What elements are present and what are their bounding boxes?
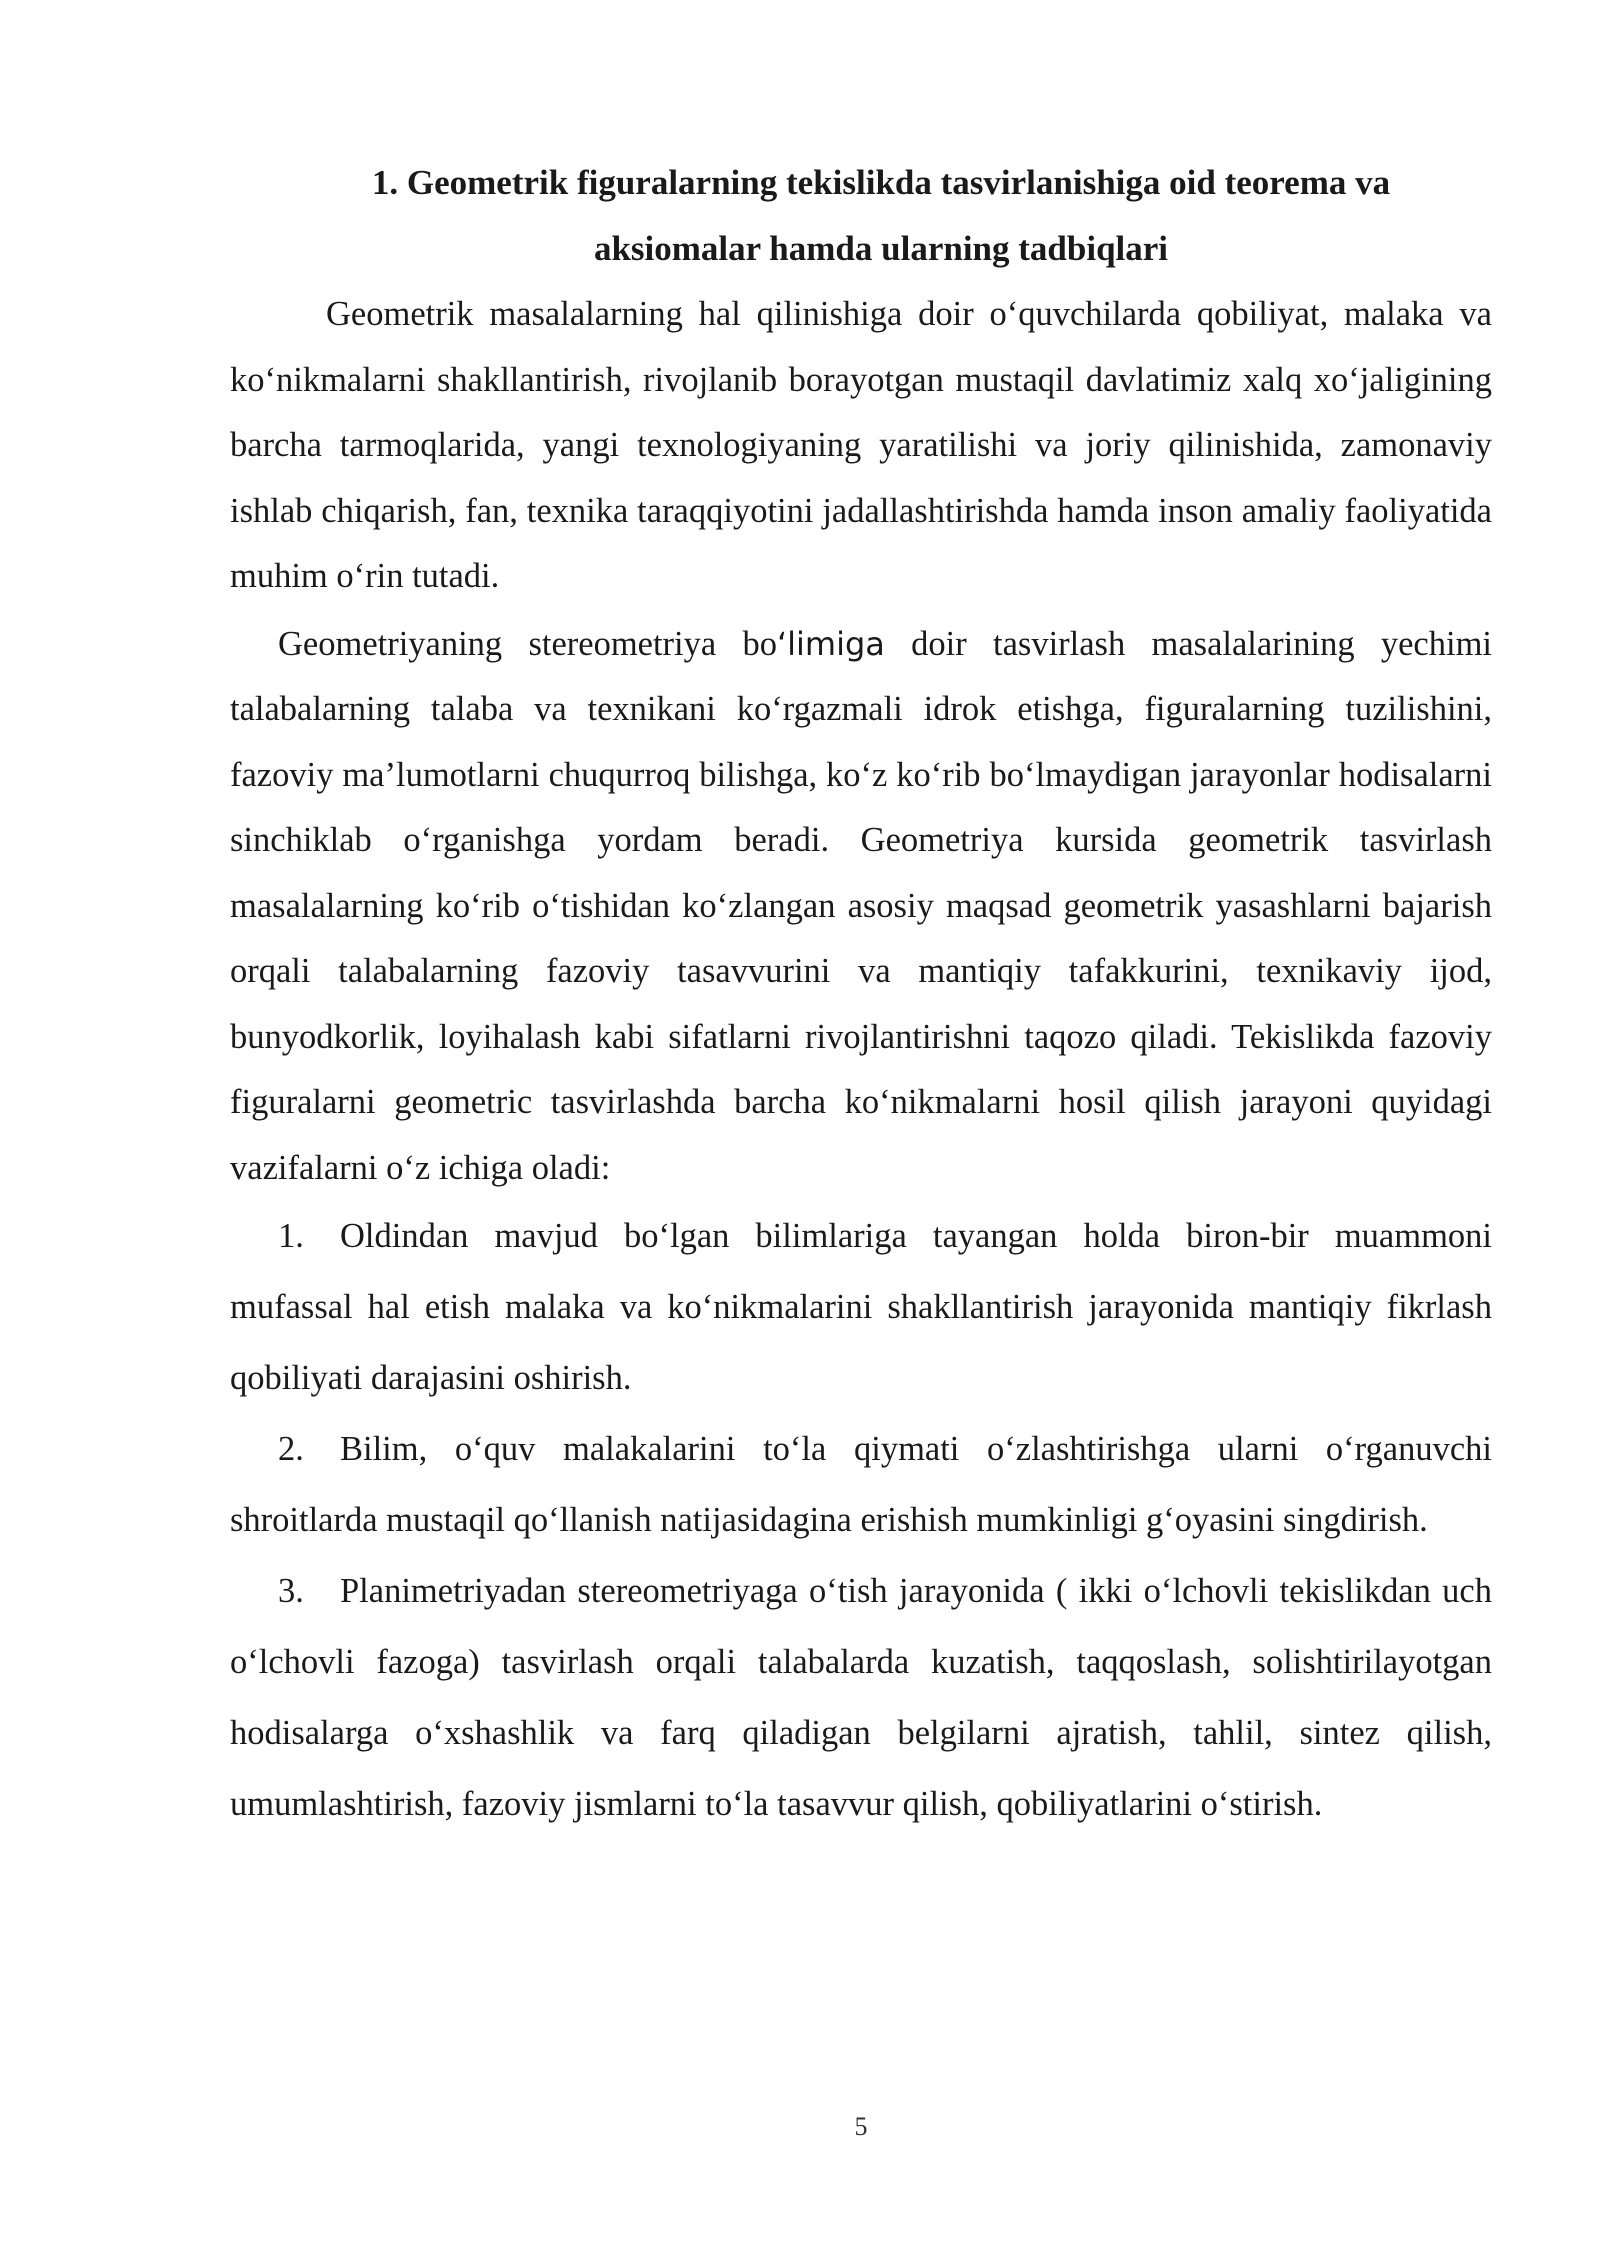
list-number: 2.: [278, 1430, 304, 1468]
list-text: Planimetriyadan stereometriyaga oʻtish jarayonida ( ikki oʻlchovli tekislikdan uch oʻlchovli fazoga) tasvirlash orqali talabalarda kuzatish, taqqoslash, solishtirilayotgan hodisalarga o‘xshashlik va farq qiladigan belgilarni ajratish, tahlil, sintez qilish, umumlashtirish, fazoviy jismlarni toʻla tasavvur qilish, qobiliyatlarini o‘stirish.: [230, 1572, 1492, 1823]
paragraph-1: Geometrik masalalarning hal qilinishiga doir o‘quvchilarda qobiliyat, malaka va ko‘nikmalarni shakllantirish, rivojlanib borayotgan mustaqil davlatimiz xalq xo‘jaligining barcha tarmoqlarida, yangi texnologiyaning yaratilishi va joriy qilinishida, zamonaviy ishlab chiqarish, fan, texnika taraqqiyotini jadallashtirishda hamda inson amaliy faoliyatida muhim o‘rin tutadi.: [230, 295, 1492, 595]
list-item-2: [230, 1414, 1492, 1556]
paragraph-2: [230, 612, 1492, 1202]
list-text: Bilim, oʻquv malakalarini toʻla qiymati oʻzlashtirishga ularni oʻrganuvchi shroitlarda mustaqil qoʻllanish natijasidagina erishish mumkinligi gʻoyasini singdirish.: [230, 1430, 1492, 1539]
paragraph-2-sans-word: ʻlimiga: [776, 624, 885, 663]
document-title: 1. Geometrik figuralarning tekislikda tasvirlanishiga oid teorema va aksiomalar hamda ularning tadbiqlari: [371, 163, 1391, 268]
list-text: Oldindan mavjud boʻlgan bilimlariga tayangan holda biron-bir muammoni mufassal hal etish malaka va koʻnikmalarini shakllantirish jarayonida mantiqiy fikrlash qobiliyati darajasini oshirish.: [230, 1217, 1492, 1397]
list-item-1: [230, 1201, 1492, 1414]
paragraph-2-rest: doir tasvirlash masalalarining yechimi talabalarning talaba va texnikani ko‘rgazmali idrok etishga, figuralarning tuzilishini, fazoviy ma’lumotlarni chuqurroq bilishga, ko‘z ko‘rib bo‘lmaydigan jarayonlar hodisalarni sinchiklab o‘rganishga yordam beradi. Geometriya kursida geometrik tasvirlash masalalarning ko‘rib o‘tishidan ko‘zlangan asosiy maqsad geometrik yasashlarni bajarish orqali talabalarning fazoviy tasavvurini va mantiqiy tafakkurini, texnikaviy ijod, bunyodkorlik, loyihalash kabi sifatlarni rivojlantirishni taqozo qiladi. Tekislikda fazoviy figuralarni geometric tasvirlashda barcha ko‘nikmalarni hosil qilish jarayoni quyidagi vazifalarni oʻz ichiga oladi:: [230, 624, 1492, 1187]
document-page: [230, 150, 1492, 1840]
paragraph-2-start: Geometriyaning stereometriya bo: [278, 624, 777, 663]
list-number: 3.: [278, 1572, 304, 1610]
list-number: 1.: [278, 1217, 304, 1255]
page-number: 5: [854, 2112, 868, 2141]
list-item-3: [230, 1556, 1492, 1840]
